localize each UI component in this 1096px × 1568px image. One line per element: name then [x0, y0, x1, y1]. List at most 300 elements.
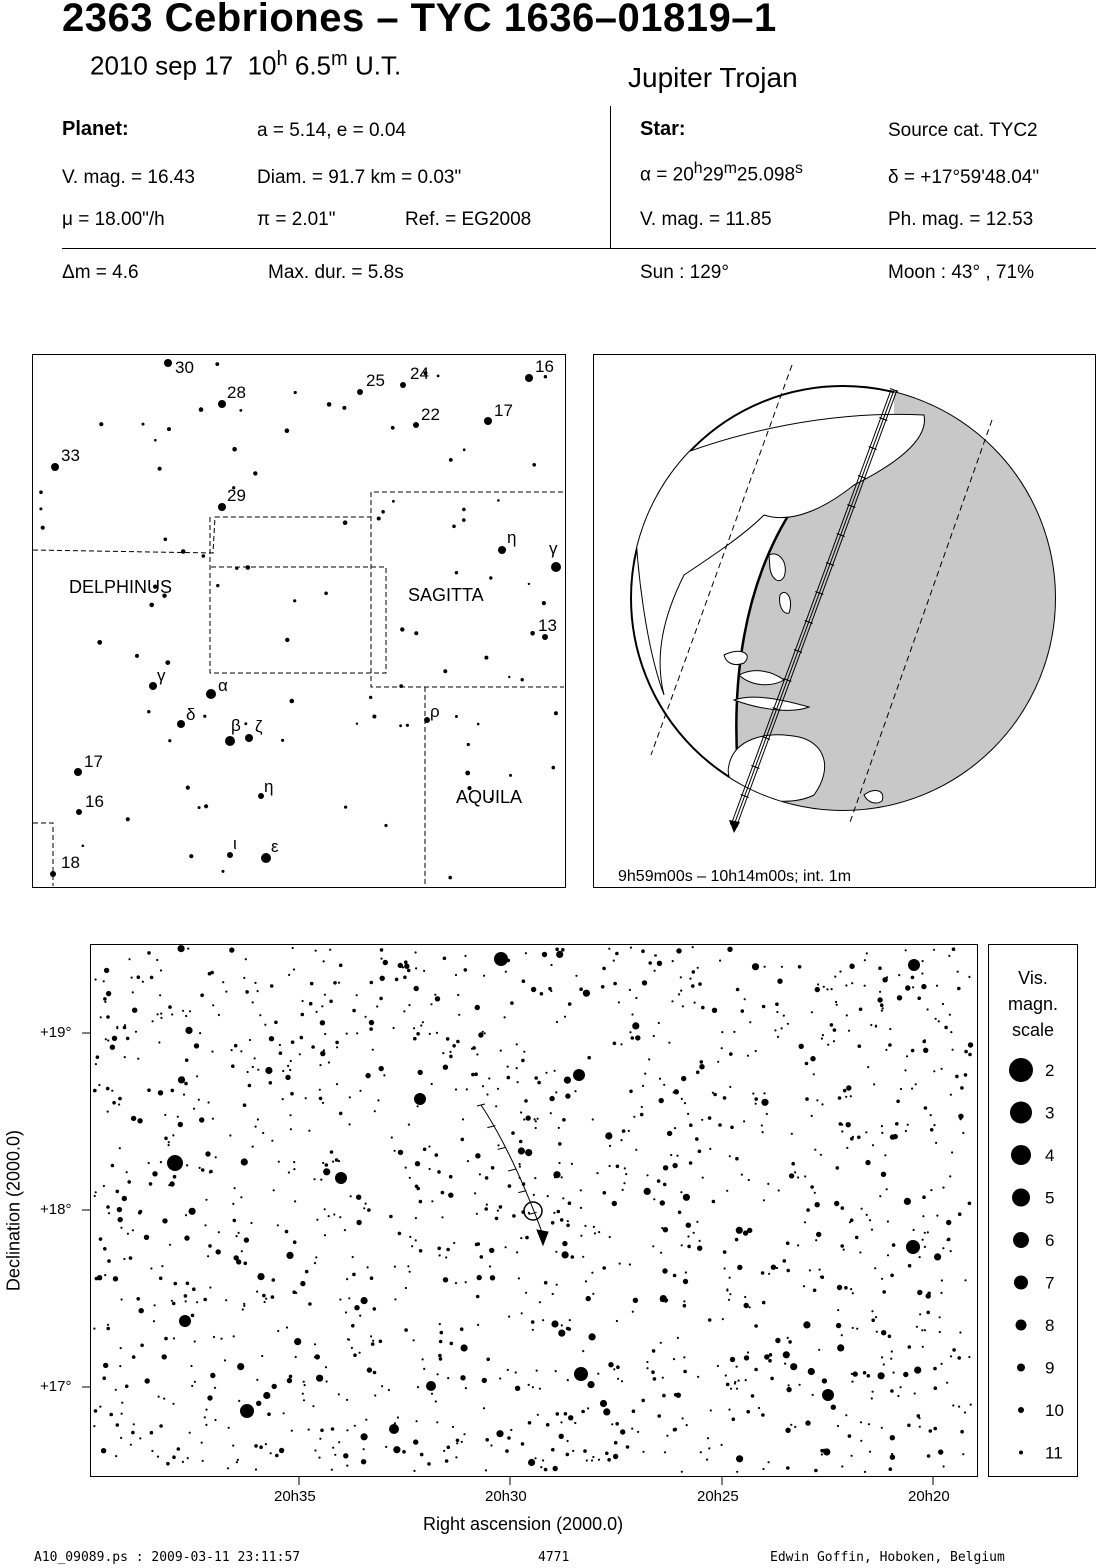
- field-star: [934, 1386, 938, 1390]
- map-star: [218, 400, 226, 408]
- field-star: [841, 1130, 843, 1132]
- field-star: [662, 1377, 664, 1379]
- scale-label-3: 3: [1045, 1103, 1055, 1123]
- field-star: [808, 1368, 815, 1375]
- field-star: [145, 1378, 150, 1383]
- field-star: [673, 1358, 675, 1360]
- event-datetime: [90, 48, 401, 82]
- field-star: [496, 1430, 503, 1437]
- ra-tick-2030: 20h30: [485, 1488, 527, 1505]
- field-star: [517, 1081, 519, 1083]
- field-star: [911, 1088, 913, 1090]
- field-star: [405, 1287, 407, 1289]
- field-star: [186, 1282, 190, 1286]
- field-star: [288, 974, 290, 976]
- constellation-map-svg: [33, 355, 564, 886]
- field-star: [879, 991, 881, 993]
- field-star: [520, 1111, 522, 1113]
- field-star: [852, 1327, 854, 1329]
- field-star: [763, 1199, 765, 1201]
- field-star: [608, 948, 610, 950]
- field-star: [558, 1162, 560, 1164]
- field-star: [559, 1434, 564, 1439]
- field-star: [644, 1073, 646, 1075]
- field-star: [729, 1086, 731, 1088]
- field-star: [671, 1000, 673, 1002]
- field-star: [890, 1435, 895, 1440]
- field-star: [846, 1147, 848, 1149]
- map-star: [509, 774, 512, 777]
- field-star: [156, 959, 158, 961]
- map-star: [399, 724, 402, 727]
- field-star: [784, 1363, 786, 1365]
- field-star: [324, 994, 326, 996]
- field-star: [637, 1431, 639, 1433]
- field-star: [555, 1251, 557, 1253]
- field-star: [262, 1132, 264, 1134]
- map-star: [542, 601, 546, 605]
- field-star: [609, 1165, 611, 1167]
- field-star: [683, 1194, 690, 1201]
- field-star: [302, 1393, 304, 1395]
- field-star: [171, 1089, 175, 1093]
- field-star: [408, 1004, 410, 1006]
- scale-label-6: 6: [1045, 1231, 1055, 1250]
- field-star: [373, 1371, 377, 1375]
- field-star: [892, 1243, 896, 1247]
- field-star: [279, 1448, 284, 1453]
- field-star: [164, 1114, 166, 1116]
- field-star: [338, 982, 340, 984]
- field-star: [831, 988, 833, 990]
- field-star: [103, 1185, 105, 1187]
- field-star: [247, 1071, 249, 1073]
- field-star: [542, 1319, 544, 1321]
- field-star: [836, 1323, 841, 1328]
- field-star: [112, 1036, 117, 1041]
- field-star: [672, 960, 674, 962]
- field-star: [130, 1444, 132, 1446]
- field-star: [192, 1287, 196, 1291]
- field-star: [365, 1016, 367, 1018]
- field-star: [683, 1279, 688, 1284]
- field-star: [388, 1389, 390, 1391]
- map-star: [126, 817, 130, 821]
- field-star: [353, 1353, 357, 1357]
- globe-panel: [593, 354, 1096, 888]
- field-star: [562, 1251, 569, 1258]
- field-star: [539, 1301, 541, 1303]
- planet-reference: Ref. = EG2008: [405, 209, 532, 230]
- field-star: [805, 1097, 809, 1101]
- field-star: [224, 1359, 226, 1361]
- field-star: [603, 1191, 607, 1195]
- field-star: [952, 1049, 954, 1051]
- field-star: [448, 1193, 453, 1198]
- field-star: [754, 1324, 758, 1328]
- scale-label-5: 5: [1045, 1188, 1055, 1208]
- field-star: [587, 1381, 594, 1388]
- map-star: [477, 723, 480, 726]
- field-star: [385, 1446, 387, 1448]
- label-33: 33: [61, 446, 80, 465]
- field-star: [106, 991, 111, 996]
- field-star: [777, 979, 782, 984]
- field-star: [621, 1380, 623, 1382]
- field-star: [185, 1027, 192, 1034]
- field-star: [609, 1132, 611, 1134]
- field-star: [841, 1124, 843, 1126]
- field-star: [167, 1155, 183, 1171]
- field-star: [930, 1114, 932, 1116]
- constellation-delphinus: DELPHINUS: [69, 577, 173, 597]
- star-chart-svg: [91, 945, 976, 1475]
- planet-diameter: Diam. = 91.7 km = 0.03": [257, 167, 462, 188]
- field-star: [710, 1409, 712, 1411]
- field-star: [460, 1327, 464, 1331]
- field-star: [616, 1320, 618, 1322]
- field-star: [798, 965, 802, 969]
- field-star: [107, 1259, 111, 1263]
- field-star: [94, 1409, 98, 1413]
- field-star: [948, 955, 950, 957]
- field-star: [556, 1284, 558, 1286]
- field-star: [457, 994, 459, 996]
- star-ra: $\alpha = 20^h29^m25.098^s$: [640, 160, 803, 186]
- map-star: [158, 467, 162, 471]
- field-star: [147, 1088, 151, 1092]
- field-star: [869, 1219, 871, 1221]
- field-star: [338, 1441, 340, 1443]
- label-eta-sge: η: [507, 528, 517, 547]
- field-star: [870, 1024, 872, 1026]
- field-star: [843, 1249, 845, 1251]
- field-star: [242, 1308, 244, 1310]
- field-star: [335, 1041, 339, 1045]
- label-zeta-del: ζ: [255, 717, 263, 736]
- constellation-map: [32, 354, 566, 888]
- field-star: [111, 1090, 113, 1092]
- field-star: [162, 1218, 167, 1223]
- field-star: [332, 1161, 334, 1163]
- field-star: [722, 1318, 724, 1320]
- scale-dot-7: [1014, 1276, 1028, 1290]
- field-star: [551, 1221, 555, 1225]
- field-star: [884, 1154, 886, 1156]
- field-star: [505, 1449, 509, 1453]
- field-star: [587, 1056, 591, 1060]
- field-star: [521, 1312, 523, 1314]
- field-star: [718, 1123, 722, 1127]
- field-star: [805, 1062, 809, 1066]
- field-star: [603, 1408, 610, 1415]
- field-star: [259, 1445, 263, 1449]
- field-star: [562, 1118, 566, 1122]
- label-25: 25: [366, 371, 385, 390]
- field-star: [555, 1370, 557, 1372]
- field-star: [635, 1035, 640, 1040]
- field-star: [958, 1212, 962, 1216]
- field-star: [818, 1349, 820, 1351]
- field-star: [441, 1191, 445, 1195]
- map-star: [281, 739, 284, 742]
- field-star: [594, 1232, 596, 1234]
- field-star: [699, 1064, 704, 1069]
- field-star: [270, 984, 274, 988]
- field-star: [439, 1323, 441, 1325]
- field-star: [929, 1429, 933, 1433]
- field-star: [654, 954, 656, 956]
- field-star: [547, 1195, 549, 1197]
- field-star: [285, 1075, 290, 1080]
- field-star: [462, 1118, 464, 1120]
- map-star: [181, 549, 186, 554]
- field-star: [653, 1198, 655, 1200]
- field-star: [820, 1154, 822, 1156]
- field-star: [924, 1329, 926, 1331]
- field-star: [927, 1008, 929, 1010]
- field-star: [335, 1172, 347, 1184]
- field-star: [744, 1355, 749, 1360]
- map-star: [465, 771, 470, 776]
- field-star: [431, 1393, 433, 1395]
- scale-dot-8: [1016, 1320, 1027, 1331]
- sun-elongation: Sun : 129°: [640, 262, 729, 283]
- field-star: [437, 1170, 441, 1174]
- field-star: [923, 1048, 928, 1053]
- field-star: [635, 997, 637, 999]
- label-18: 18: [61, 853, 80, 872]
- field-star: [660, 1300, 662, 1302]
- field-star: [465, 1281, 467, 1283]
- field-star: [692, 946, 694, 948]
- field-star: [962, 1453, 964, 1455]
- field-star: [315, 950, 317, 952]
- field-star: [324, 1033, 326, 1035]
- track-tick: [518, 1191, 526, 1193]
- field-star: [919, 1256, 921, 1258]
- field-star: [389, 1424, 399, 1434]
- field-star: [173, 1337, 175, 1339]
- field-star: [128, 958, 130, 960]
- field-star: [172, 1302, 176, 1306]
- map-star: [149, 603, 154, 608]
- field-star: [101, 1448, 106, 1453]
- field-star: [216, 1249, 221, 1254]
- map-star: [497, 499, 500, 502]
- field-star: [891, 1453, 893, 1455]
- field-star: [609, 1236, 611, 1238]
- label-17b: 17: [84, 752, 103, 771]
- field-star: [163, 1398, 165, 1400]
- field-star: [500, 1050, 502, 1052]
- field-star: [234, 1255, 239, 1260]
- field-star: [867, 1374, 871, 1378]
- field-star: [304, 1384, 306, 1386]
- field-star: [189, 1010, 191, 1012]
- field-star: [564, 1077, 571, 1084]
- field-star: [900, 1088, 902, 1090]
- field-star: [871, 1397, 873, 1399]
- field-star: [169, 1181, 174, 1186]
- field-star: [476, 1053, 478, 1055]
- field-star: [374, 1394, 376, 1396]
- delta-mag: Δm = 4.6: [62, 262, 139, 283]
- field-star: [681, 1098, 683, 1100]
- field-star: [356, 1032, 358, 1034]
- field-star: [116, 1190, 120, 1194]
- field-star: [591, 1272, 593, 1274]
- field-star: [319, 1097, 323, 1101]
- field-star: [243, 1303, 245, 1305]
- field-star: [917, 1290, 922, 1295]
- field-star: [193, 1108, 195, 1110]
- field-star: [787, 1023, 789, 1025]
- field-star: [940, 1292, 942, 1294]
- field-star: [589, 1333, 596, 1340]
- field-star: [161, 1265, 163, 1267]
- field-star: [729, 1277, 731, 1279]
- map-star: [147, 710, 150, 713]
- field-star: [886, 976, 888, 978]
- field-star: [255, 1126, 257, 1128]
- field-star: [815, 1239, 817, 1241]
- field-star: [394, 1298, 396, 1300]
- field-star: [474, 1072, 478, 1076]
- field-star: [914, 1367, 921, 1374]
- field-star: [139, 1437, 141, 1439]
- field-star: [788, 1340, 792, 1344]
- field-star: [692, 970, 696, 974]
- field-star: [333, 1213, 335, 1215]
- scale-dot-9: [1017, 1364, 1025, 1372]
- field-star: [263, 1392, 270, 1399]
- label-16a: 16: [535, 357, 554, 376]
- field-star: [455, 1282, 457, 1284]
- scale-label-4: 4: [1045, 1146, 1055, 1165]
- field-star: [769, 1353, 773, 1357]
- field-star: [379, 997, 383, 1001]
- field-star: [872, 1391, 874, 1393]
- field-star: [933, 1427, 937, 1431]
- field-star: [302, 1000, 304, 1002]
- field-star: [194, 1043, 199, 1048]
- field-star: [904, 1198, 911, 1205]
- field-star: [313, 1178, 315, 1180]
- field-star: [670, 1154, 672, 1156]
- field-star: [294, 1200, 296, 1202]
- field-star: [935, 1142, 937, 1144]
- field-star: [95, 1191, 97, 1193]
- field-star: [683, 1304, 687, 1308]
- field-star: [927, 1231, 929, 1233]
- field-star: [106, 1087, 110, 1091]
- field-star: [274, 1021, 278, 1025]
- field-star: [372, 1049, 374, 1051]
- field-star: [204, 1224, 206, 1226]
- field-star: [494, 952, 508, 966]
- field-star: [721, 1047, 723, 1049]
- field-star: [157, 1456, 159, 1458]
- field-star: [719, 960, 721, 962]
- field-star: [184, 1294, 188, 1298]
- field-star: [436, 1421, 438, 1423]
- field-star: [697, 1246, 702, 1251]
- field-star: [495, 1217, 499, 1221]
- field-star: [104, 1274, 106, 1276]
- field-star: [533, 1194, 535, 1196]
- field-star: [452, 1426, 454, 1428]
- field-star: [245, 990, 249, 994]
- map-star: [552, 766, 556, 770]
- field-star: [864, 1471, 866, 1473]
- field-star: [162, 1354, 167, 1359]
- field-star: [423, 1148, 427, 1152]
- field-star: [236, 1235, 238, 1237]
- map-star: [443, 669, 447, 673]
- field-star: [434, 994, 436, 996]
- field-star: [521, 1059, 525, 1063]
- map-star: [532, 463, 536, 467]
- field-star: [532, 1386, 534, 1388]
- field-star: [299, 1053, 301, 1055]
- field-star: [557, 1210, 561, 1214]
- field-star: [314, 1343, 316, 1345]
- field-star: [531, 1320, 535, 1324]
- map-star: [246, 565, 251, 570]
- field-star: [282, 1098, 284, 1100]
- field-star: [732, 1417, 736, 1421]
- field-star: [118, 1103, 120, 1105]
- field-star: [349, 1096, 351, 1098]
- field-star: [168, 1144, 170, 1146]
- field-star: [939, 1316, 941, 1318]
- field-star: [507, 1076, 511, 1080]
- field-star: [790, 1424, 792, 1426]
- field-star: [949, 1175, 951, 1177]
- field-star: [968, 1042, 973, 1047]
- info-divider: [610, 106, 611, 248]
- field-star: [369, 1020, 374, 1025]
- field-star: [286, 1252, 293, 1259]
- field-star: [664, 1451, 666, 1453]
- field-star: [584, 1225, 586, 1227]
- field-star: [212, 1004, 214, 1006]
- field-star: [662, 1268, 667, 1273]
- field-star: [328, 1215, 330, 1217]
- field-star: [908, 959, 920, 971]
- field-star: [450, 1342, 454, 1346]
- field-star: [905, 985, 910, 990]
- map-star: [168, 739, 171, 742]
- field-star: [930, 1189, 932, 1191]
- field-star: [447, 1446, 451, 1450]
- field-star: [524, 1099, 528, 1103]
- field-star: [744, 998, 746, 1000]
- field-star: [323, 1049, 325, 1051]
- field-star: [489, 1265, 491, 1267]
- field-star: [526, 1115, 531, 1120]
- field-star: [418, 1070, 423, 1075]
- field-star: [787, 1337, 789, 1339]
- field-star: [841, 1334, 843, 1336]
- field-star: [887, 1254, 889, 1256]
- field-star: [573, 1069, 585, 1081]
- field-star: [660, 1342, 662, 1344]
- field-star: [689, 978, 691, 980]
- field-star: [764, 966, 766, 968]
- field-star: [680, 1191, 682, 1193]
